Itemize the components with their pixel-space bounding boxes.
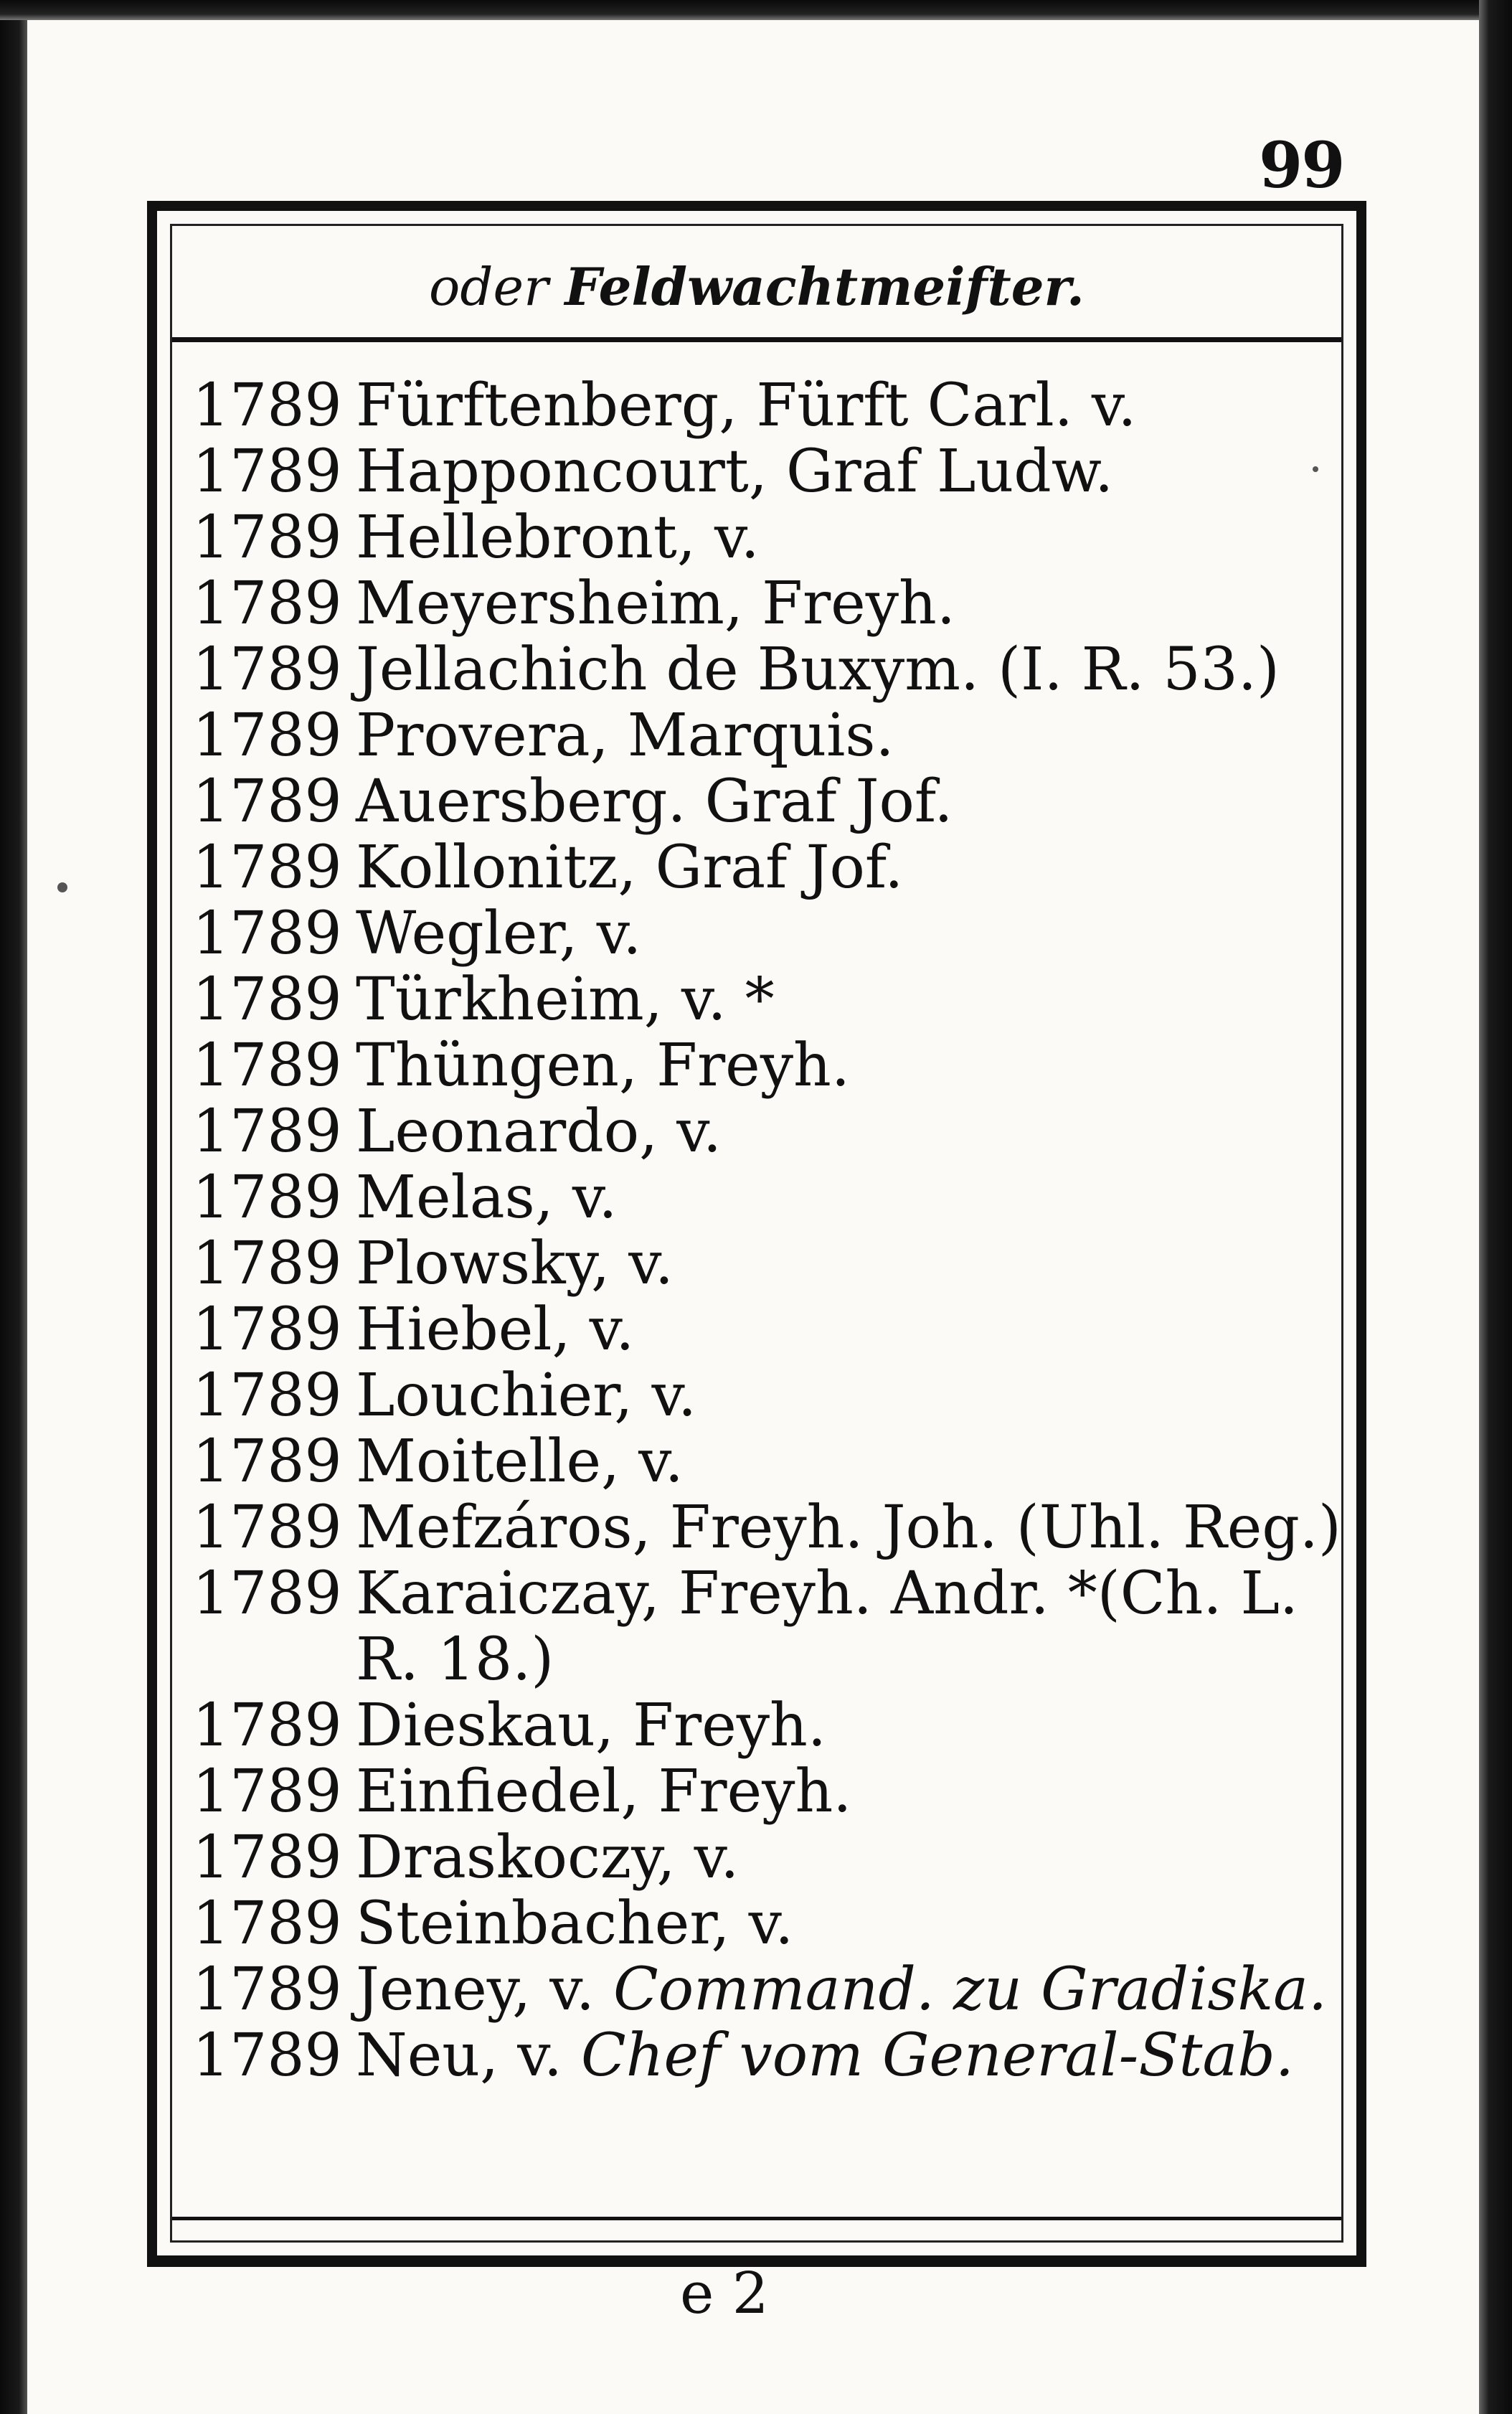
signature-mark: e 2: [680, 2260, 769, 2326]
list-item: [192, 1825, 1354, 1891]
list-item: [192, 1693, 1354, 1759]
entry-year: 1789: [192, 1560, 342, 1628]
entry-year: 1789: [192, 1956, 342, 2024]
entry-name: [356, 1957, 1354, 2023]
list-item: [192, 1891, 1354, 1957]
table-frame: [147, 201, 1366, 2267]
table-inner-frame: [170, 224, 1343, 2243]
entry-name: Auersberg. Graf Jof.: [356, 768, 953, 836]
entry-name: Karaiczay, Freyh. Andr. *(Ch. L. R. 18.): [356, 1560, 1298, 1694]
entry-year: 1789: [192, 636, 342, 704]
list-item: [192, 571, 1354, 637]
entry-name: Louchier, v.: [356, 1362, 697, 1430]
entry-year: 1789: [192, 1296, 342, 1364]
entry-name: Fürftenberg, Fürft Carl. v.: [356, 372, 1137, 440]
entry-year: 1789: [192, 1164, 342, 1232]
list-item: [192, 1429, 1354, 1495]
list-item: [192, 1165, 1354, 1231]
entry-year: 1789: [192, 1230, 342, 1298]
list-item: [192, 505, 1354, 571]
list-item: [192, 1231, 1354, 1297]
list-item: [192, 439, 1354, 505]
entry-name: Türkheim, v. *: [356, 966, 775, 1034]
entry-year: 1789: [192, 702, 342, 770]
list-item: [192, 1033, 1354, 1099]
list-item: [192, 1957, 1354, 2023]
scan-edge-right: [1479, 0, 1512, 2414]
entry-name: Steinbacher, v.: [356, 1890, 794, 1958]
entry-name: Happoncourt, Graf Ludw.: [356, 438, 1114, 506]
entry-name-text: Neu, v.: [356, 2022, 562, 2090]
entry-year: 1789: [192, 2022, 342, 2090]
list-item: [192, 1759, 1354, 1825]
entry-year: 1789: [192, 900, 342, 968]
entry-year: 1789: [192, 1890, 342, 1958]
entry-year: 1789: [192, 504, 342, 572]
entry-name: Thüngen, Freyh.: [356, 1032, 850, 1100]
entry-year: 1789: [192, 834, 342, 902]
entry-name: Provera, Marquis.: [356, 702, 894, 770]
entry-name: Mefzáros, Freyh. Joh. (Uhl. Reg.): [356, 1494, 1341, 1562]
list-item: [192, 1495, 1354, 1561]
entry-name: Jellachich de Buxym. (I. R. 53.): [356, 636, 1280, 704]
entry-year: 1789: [192, 1692, 342, 1760]
entry-name: Moitelle, v.: [356, 1428, 684, 1496]
entry-year: 1789: [192, 1098, 342, 1166]
bottom-rule: [172, 2217, 1341, 2220]
list-item: [192, 901, 1354, 967]
entry-year: 1789: [192, 570, 342, 638]
list-item: [192, 373, 1354, 439]
entry-year: 1789: [192, 438, 342, 506]
entry-name: Hellebront, v.: [356, 504, 760, 572]
heading-prefix: oder: [429, 257, 549, 317]
entry-name: Dieskau, Freyh.: [356, 1692, 826, 1760]
officer-list: [192, 373, 1354, 2089]
list-item: [192, 1099, 1354, 1165]
entry-year: 1789: [192, 1824, 342, 1892]
list-item: [192, 1561, 1354, 1693]
list-item: [192, 1297, 1354, 1363]
entry-year: 1789: [192, 1032, 342, 1100]
ink-speck: [1313, 466, 1318, 472]
entry-name: [356, 2023, 1354, 2089]
entry-name: Melas, v.: [356, 1164, 618, 1232]
entry-name: Plowsky, v.: [356, 1230, 674, 1298]
scan-edge-left: [0, 0, 27, 2414]
list-item: [192, 1363, 1354, 1429]
list-item: [192, 835, 1354, 901]
list-item: [192, 703, 1354, 769]
entry-year: 1789: [192, 372, 342, 440]
entry-note: Chef vom General-Stab.: [580, 2022, 1294, 2090]
entry-year: 1789: [192, 1494, 342, 1562]
heading-title: Feldwachtmeifter.: [564, 256, 1085, 317]
entry-name: Draskoczy, v.: [356, 1824, 740, 1892]
entry-name: Kollonitz, Graf Jof.: [356, 834, 904, 902]
page-number: 99: [1259, 128, 1344, 202]
entry-name: Leonardo, v.: [356, 1098, 722, 1166]
entry-name: Wegler, v.: [356, 900, 642, 968]
heading-rule: [172, 337, 1341, 342]
entry-year: 1789: [192, 966, 342, 1034]
entry-name: Einfiedel, Freyh.: [356, 1758, 852, 1826]
entry-year: 1789: [192, 1758, 342, 1826]
entry-name: Meyersheim, Freyh.: [356, 570, 955, 638]
list-item: [192, 637, 1354, 703]
list-item: [192, 967, 1354, 1033]
entry-year: 1789: [192, 1428, 342, 1496]
entry-name-text: Jeney, v.: [356, 1956, 595, 2024]
list-item: [192, 2023, 1354, 2089]
entry-year: 1789: [192, 1362, 342, 1430]
section-heading: [172, 256, 1341, 317]
entry-note: Command. zu Gradiska.: [613, 1956, 1328, 2024]
entry-year: 1789: [192, 768, 342, 836]
list-item: [192, 769, 1354, 835]
ink-speck: [57, 882, 67, 892]
scan-edge-top: [0, 0, 1512, 20]
entry-name: Hiebel, v.: [356, 1296, 635, 1364]
